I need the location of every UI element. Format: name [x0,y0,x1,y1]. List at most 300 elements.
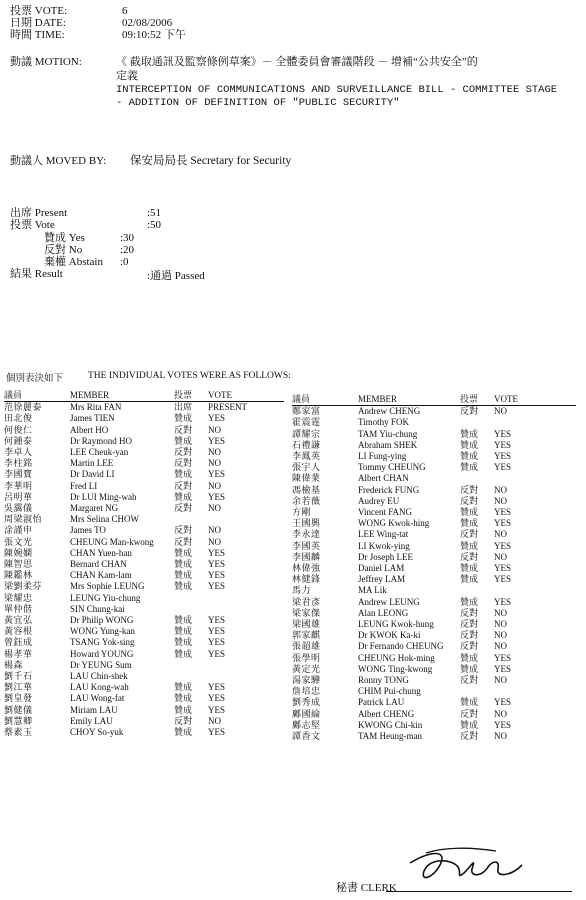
member-name: Albert CHENG [358,708,415,719]
vote-zh: 贊成 [174,570,193,581]
motion-title-en-line1: INTERCEPTION OF COMMUNICATIONS AND SURVEILLANCE BILL - COMMITTEE STAGE [116,84,558,96]
vote: YES [494,451,512,462]
table-row [292,473,576,484]
vote [208,593,284,604]
vote-zh: 反對 [460,630,479,641]
member-name-zh: 何俊仁 [4,424,33,435]
vote-zh: 反對 [174,424,193,435]
table-row [4,593,284,604]
member-name: SIN Chung-kai [70,603,125,614]
vote-zh: 反對 [460,484,479,495]
vote [494,585,576,596]
vote: YES [208,491,226,502]
table-row [292,406,576,418]
vote: NO [494,708,507,719]
member-name: Jeffrey LAM [358,574,406,585]
member-name-zh: 梁劉柔芬 [4,581,43,592]
member-name: CHEUNG Hok-ming [358,652,435,663]
vote-zh: 反對 [460,641,479,652]
vote: NO [208,503,221,514]
vote-zh: 贊成 [460,518,479,529]
vote: YES [494,719,512,730]
abstain-value: :0 [120,256,129,268]
member-name-zh: 周梁淑怡 [4,514,43,525]
vote: NO [494,641,507,652]
vote: NO [208,536,221,547]
vote-zh: 反對 [174,480,193,491]
member-name-zh: 張學明 [292,652,321,663]
table-row [4,604,284,615]
vote: NO [208,525,221,536]
mover-value: 保安局局長 Secretary for Security [130,155,292,167]
vote [208,671,284,682]
vote: YES [494,507,512,518]
member-name: Mrs Selina CHOW [70,514,139,525]
vote-zh [460,686,494,697]
table-row [292,552,576,563]
member-name-zh: 單仲偕 [4,603,33,614]
table-row [292,563,576,574]
vote: NO [494,619,507,630]
member-name-zh: 石禮謙 [292,439,321,450]
member-name: LEUNG Yiu-chung [70,592,141,603]
member-name-zh: 陳婉嫻 [4,547,33,558]
vote: NO [208,424,221,435]
member-name: LI Fung-ying [358,451,407,462]
member-name: Abraham SHEK [358,439,418,450]
vote-zh [460,585,494,596]
member-name-zh: 王國興 [292,518,321,529]
vote [494,686,576,697]
member-name-zh: 方剛 [292,507,312,518]
vote: YES [494,697,512,708]
yes-label: 贊成 Yes [44,232,85,244]
table-row [292,653,576,664]
member-name: LEE Wing-tat [358,529,409,540]
member-name-zh: 張宇人 [292,462,321,473]
vote-zh: 贊成 [174,648,193,659]
clerk-signature-line [386,891,572,892]
table-row [4,649,284,660]
table-row [292,496,576,507]
member-name-zh: 譚耀宗 [292,428,321,439]
present-value: :51 [147,207,162,219]
table-row [4,548,284,559]
member-name: LEUNG Kwok-hung [358,619,434,630]
table-row [4,537,284,548]
member-name: MA Lik [358,585,387,596]
vote: YES [208,413,226,424]
member-name: LAU Chin-shek [70,671,128,682]
table-row [292,664,576,675]
member-name: TAM Yiu-chung [358,428,418,439]
vote-zh [174,514,208,525]
member-name-zh: 陳智思 [4,559,33,570]
vote-zh: 贊成 [460,451,479,462]
member-name-zh: 范徐麗泰 [4,402,43,413]
vote: YES [208,559,226,570]
votes-table-left [4,390,284,738]
table-row [292,451,576,462]
vote: NO [494,731,507,742]
vote: YES [494,428,512,439]
member-name: CHOY So-yuk [70,727,124,738]
member-name: Margaret NG [70,503,119,514]
vote-zh: 贊成 [174,491,193,502]
vote: NO [208,458,221,469]
member-name-zh: 涂謹申 [4,525,33,536]
vote-zh: 贊成 [460,428,479,439]
table-row [4,570,284,581]
vote-zh [174,593,208,604]
table-row [4,682,284,693]
vote-zh: 反對 [174,536,193,547]
vote: YES [208,693,226,704]
vote-zh: 贊成 [174,413,193,424]
vote [208,604,284,615]
table-row [4,693,284,704]
member-name: Timothy FOK [358,417,409,428]
table-row [292,541,576,552]
vote-zh [460,473,494,484]
table-row [292,507,576,518]
vote: YES [208,626,226,637]
vote: NO [494,484,507,495]
vote-zh [174,671,208,682]
vote [494,473,576,484]
member-name: KWONG Chi-kin [358,719,423,730]
member-name: Dr LUI Ming-wah [70,491,137,502]
member-name-zh: 陳鑑林 [4,570,33,581]
member-name: Howard YOUNG [70,648,134,659]
member-name-zh: 李柱銘 [4,458,33,469]
member-name: Andrew CHENG [358,406,421,417]
vote: YES [208,704,226,715]
table-row [4,436,284,447]
table-header-row [4,390,284,402]
vote-zh: 反對 [174,525,193,536]
member-name-zh: 李華明 [4,480,33,491]
table-row [4,458,284,469]
member-name-zh: 劉秀成 [292,697,321,708]
member-name: Tommy CHEUNG [358,462,426,473]
table-row [4,492,284,503]
vote-zh: 贊成 [174,547,193,558]
vote-zh: 反對 [460,529,479,540]
member-name-zh: 李卓人 [4,447,33,458]
vote-zh: 贊成 [460,439,479,450]
table-row [4,469,284,480]
vote-zh: 贊成 [174,693,193,704]
member-name: Mrs Rita FAN [70,402,122,413]
member-name: Frederick FUNG [358,484,420,495]
table-row [4,637,284,648]
column-header-vote: VOTE [494,394,576,406]
member-name: Alan LEONG [358,607,409,618]
vote: YES [208,637,226,648]
motion-title-en-line2: - ADDITION OF DEFINITION OF "PUBLIC SECURITY" [116,97,400,109]
member-name-zh: 譚香文 [292,731,321,742]
abstain-label: 棄權 Abstain [44,256,103,268]
vote-zh: 贊成 [174,435,193,446]
member-name-zh: 梁君彥 [292,596,321,607]
motion-title-zh-line1: 《 截取通訊及監察條例草案》－ 全體委員會審議階段 － 增補“公共安全”的 [116,56,478,68]
vote: NO [494,607,507,618]
vote [208,514,284,525]
member-name-zh: 鄭家富 [292,406,321,417]
member-name: Dr Joseph LEE [358,551,413,562]
clerk-label: 秘書 CLERK [336,882,397,894]
member-name-zh: 林偉強 [292,563,321,574]
member-name-zh: 梁家傑 [292,607,321,618]
member-name: Dr KWOK Ka-ki [358,630,421,641]
no-label: 反對 No [44,244,83,256]
vote: YES [494,574,512,585]
member-name-zh: 梁國雄 [292,619,321,630]
vote: YES [208,727,226,738]
member-name-zh: 曾鈺成 [4,637,33,648]
date-label: 日期 DATE: [10,17,66,29]
vote-zh: 贊成 [174,559,193,570]
table-row [4,525,284,536]
vote-zh: 贊成 [460,507,479,518]
table-row [292,608,576,619]
vote-zh: 贊成 [174,615,193,626]
vote-zh: 贊成 [460,574,479,585]
member-name-zh: 郭家麒 [292,630,321,641]
vote: NO [494,495,507,506]
result-value: :通過 Passed [147,270,205,282]
table-row [292,429,576,440]
member-name-zh: 馮檢基 [292,484,321,495]
date-value: 02/08/2006 [122,17,173,29]
mover-label: 動議人 MOVED BY: [10,155,107,167]
motion-label: 動議 MOTION: [10,56,82,68]
member-name-zh: 鄺志堅 [292,719,321,730]
member-name-zh: 張超雄 [292,641,321,652]
clerk-signature [400,843,530,889]
member-name-zh: 李永達 [292,529,321,540]
time-label: 時間 TIME: [10,29,65,41]
table-row [292,417,576,428]
member-name: LEE Cheuk-yan [70,447,129,458]
table-row [292,518,576,529]
vote-zh: 贊成 [460,719,479,730]
column-header-member: MEMBER [70,390,174,402]
vote: YES [208,648,226,659]
vote: NO [494,630,507,641]
member-name: TAM Heung-man [358,731,423,742]
table-row [4,425,284,436]
table-row [292,485,576,496]
vote: NO [494,406,507,417]
member-name: Patrick LAU [358,697,405,708]
time-value: 09:10:52 下午 [122,29,186,41]
member-name-zh: 詹培忠 [292,686,321,697]
member-name: James TIEN [70,413,115,424]
table-row [4,503,284,514]
member-name: WONG Kwok-hing [358,518,430,529]
member-name-zh: 黃容根 [4,626,33,637]
member-name: WONG Ting-kwong [358,663,433,674]
vote-zh: 反對 [460,619,479,630]
vote: NO [494,675,507,686]
vote-zh [174,604,208,615]
member-name-zh: 霍震霆 [292,417,321,428]
vote: YES [494,540,512,551]
member-name-zh: 蔡素玉 [4,727,33,738]
member-name-zh: 陳偉業 [292,473,321,484]
member-name-zh: 林健鋒 [292,574,321,585]
vote-zh: 反對 [174,503,193,514]
member-name: CHIM Pui-chung [358,686,421,697]
vote-zh: 反對 [460,607,479,618]
member-name-zh: 梁耀忠 [4,592,33,603]
vote-zh: 贊成 [174,581,193,592]
result-label: 結果 Result [10,268,63,280]
member-name-zh: 劉千石 [4,671,33,682]
vote-zh: 反對 [460,495,479,506]
column-header-vote-zh: 投票 [174,390,208,402]
table-row [292,619,576,630]
vote-zh: 贊成 [460,652,479,663]
no-value: :20 [120,244,135,256]
vote-zh: 贊成 [174,727,193,738]
vote-zh: 贊成 [460,697,479,708]
present-label: 出席 Present [10,207,68,219]
member-name: CHEUNG Man-kwong [70,536,154,547]
column-header-member: MEMBER [358,394,460,406]
vote: YES [208,581,226,592]
vote: YES [208,570,226,581]
votes-title-en: THE INDIVIDUAL VOTES WERE AS FOLLOWS: [88,371,291,381]
table-row [4,671,284,682]
member-name-zh: 馬力 [292,585,312,596]
table-row [292,574,576,585]
member-name: Emily LAU [70,715,113,726]
member-name: Dr Fernando CHEUNG [358,641,444,652]
member-name-zh: 劉慧卿 [4,715,33,726]
member-name-zh: 何鍾泰 [4,435,33,446]
table-row [292,720,576,731]
yes-value: :30 [120,232,135,244]
member-name: Ronny TONG [358,675,409,686]
table-row [4,447,284,458]
vote-zh: 贊成 [174,469,193,480]
column-header-vote: VOTE [208,390,284,402]
table-row [4,727,284,738]
vote: NO [494,529,507,540]
table-row [4,615,284,626]
member-name: Albert HO [70,424,109,435]
table-row [292,641,576,652]
vote-zh [460,417,494,428]
table-row [4,660,284,671]
vote: YES [494,439,512,450]
table-row [292,597,576,608]
vote: YES [208,615,226,626]
vote-zh: 贊成 [460,462,479,473]
member-name: Vincent FANG [358,507,413,518]
vote-zh: 反對 [460,731,479,742]
member-name: LAU Wong-fat [70,693,125,704]
member-name: LI Kwok-ying [358,540,410,551]
member-name-zh: 張文光 [4,536,33,547]
table-row [4,559,284,570]
motion-title-zh-line2: 定義 [116,70,138,82]
vote: YES [208,435,226,446]
votes-title-zh: 個別表決如下 [6,374,64,384]
vote: YES [494,518,512,529]
vote: NO [494,551,507,562]
member-name: CHAN Yuen-han [70,547,132,558]
table-row [292,686,576,697]
member-name-zh: 李國寶 [4,469,33,480]
member-name: Dr YEUNG Sum [70,659,132,670]
member-name-zh: 黃定光 [292,663,321,674]
vote: NO [208,715,221,726]
table-row [4,626,284,637]
table-row [292,697,576,708]
vote-zh: 反對 [174,715,193,726]
member-name-zh: 湯家驊 [292,675,321,686]
table-row [292,440,576,451]
vote: YES [208,547,226,558]
member-name: LAU Kong-wah [70,682,129,693]
vote-zh: 贊成 [460,540,479,551]
member-name-zh: 劉江華 [4,682,33,693]
member-name: Martin LEE [70,458,114,469]
member-name: Dr David LI [70,469,115,480]
vote-zh: 贊成 [174,637,193,648]
member-name: Daniel LAM [358,563,405,574]
vote-zh: 反對 [174,447,193,458]
member-name-zh: 田北俊 [4,413,33,424]
vote-zh: 反對 [174,458,193,469]
table-row [4,705,284,716]
vote-zh: 反對 [460,551,479,562]
vote-number-value: 6 [122,5,128,17]
member-name: TSANG Yok-sing [70,637,135,648]
member-name-zh: 楊孝華 [4,648,33,659]
vote-count-value: :50 [147,219,162,231]
member-name: Dr Philip WONG [70,615,134,626]
table-row [292,462,576,473]
member-name: Fred LI [70,480,98,491]
vote: NO [208,447,221,458]
vote-zh: 出席 [174,402,193,413]
vote-zh: 反對 [460,675,479,686]
table-row [292,630,576,641]
vote-zh: 贊成 [174,704,193,715]
column-header-member-zh: 議員 [4,390,70,402]
table-row [292,675,576,686]
table-row [4,402,284,414]
vote-zh: 贊成 [460,663,479,674]
member-name: Miriam LAU [70,704,118,715]
vote: YES [494,563,512,574]
vote: PRESENT [208,402,248,413]
member-name-zh: 李國麟 [292,551,321,562]
table-row [4,716,284,727]
vote: YES [494,462,512,473]
table-row [4,514,284,525]
table-row [4,481,284,492]
table-row [292,529,576,540]
vote: YES [494,663,512,674]
member-name-zh: 李鳳英 [292,451,321,462]
member-name: Andrew LEUNG [358,596,420,607]
